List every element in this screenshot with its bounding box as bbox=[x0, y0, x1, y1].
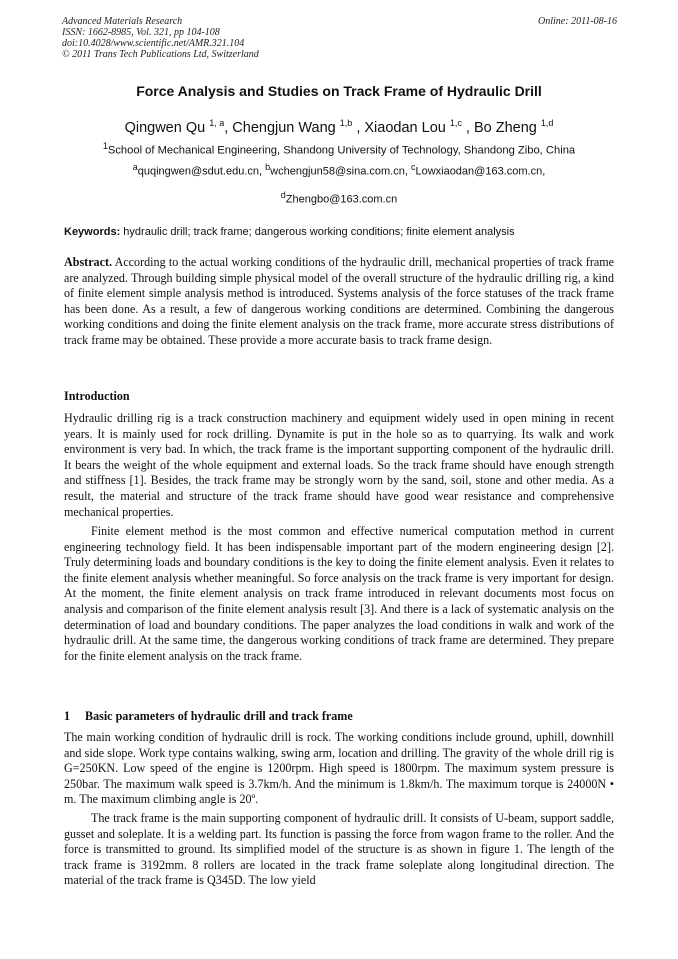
journal-issn: ISSN: 1662-8985, Vol. 321, pp 104-108 bbox=[62, 27, 220, 38]
email-line-2 bbox=[40, 188, 638, 207]
journal-doi: doi:10.4028/www.scientific.net/AMR.321.104 bbox=[62, 38, 245, 49]
author-affiliation-mark: 1,b bbox=[339, 118, 353, 128]
email-c: Lowxiaodan@163.com.cn, bbox=[415, 165, 546, 178]
abstract-label: Abstract. bbox=[64, 255, 113, 269]
author-separator: , bbox=[352, 119, 365, 136]
journal-copyright: © 2011 Trans Tech Publications Ltd, Switzerland bbox=[62, 49, 259, 60]
author-affiliation-mark: 1,d bbox=[540, 118, 554, 128]
keywords-label: Keywords: bbox=[64, 226, 121, 238]
author-name: Bo Zheng bbox=[473, 119, 537, 136]
author-affiliation-mark: 1, a bbox=[209, 118, 225, 128]
author-name: Chengjun Wang bbox=[232, 119, 336, 136]
email-line-1 bbox=[40, 160, 638, 179]
email-b: wchengjun58@sina.com.cn, bbox=[270, 165, 411, 178]
author-name: Xiaodan Lou bbox=[364, 119, 446, 136]
author-separator: , bbox=[461, 119, 474, 136]
section-number: 1 bbox=[64, 709, 71, 723]
author-name: Qingwen Qu bbox=[124, 119, 206, 136]
introduction-paragraph-2: Finite element method is the most common and effective numerical computation method in current engineering technology field. It has been indispensable important part of the modern engineering design [2]. Truly determining loads and boundary conditions is the key to doing the finite element analysis. Even it relates to the finite element analysis whether meaningful. So force analysis on the track frame is very important for design. At the moment, the finite element analysis on track frame introduced in relevant documents most focus on analysis and comparison of the finite element analysis result [3]. And there is a lack of systematic analysis on the determination of load and boundary conditions. The paper analyzes the load conditions in walk and work of the hydraulic drill. At the same time, the dangerous working conditions of track frame are determined. They prepare for the finite element analysis on the track frame. bbox=[64, 524, 614, 663]
affiliation-mark: 1 bbox=[102, 141, 108, 151]
affiliation bbox=[40, 139, 638, 158]
online-date: Online: 2011-08-16 bbox=[538, 16, 617, 27]
email-mark: c bbox=[410, 162, 416, 172]
keywords bbox=[64, 225, 624, 239]
author-list bbox=[40, 113, 638, 138]
email-mark: d bbox=[280, 190, 286, 200]
email-mark: a bbox=[132, 162, 138, 172]
journal-name: Advanced Materials Research bbox=[62, 16, 183, 27]
keywords-text: hydraulic drill; track frame; dangerous working conditions; finite element analysis bbox=[120, 226, 515, 238]
affiliation-text: School of Mechanical Engineering, Shandong University of Technology, Shandong Zibo, China bbox=[107, 144, 576, 157]
email-a: quqingwen@sdut.edu.cn, bbox=[137, 165, 266, 178]
section-1-heading bbox=[64, 709, 614, 724]
paper-title: Force Analysis and Studies on Track Frame of Hydraulic Drill bbox=[136, 83, 542, 99]
section-1-paragraph-1: The main working condition of hydraulic drill is rock. The working conditions include ground, uphill, downhill and side slope. Work type contains walking, swing arm, location and drilling. The gravity of the whole drill rig is G=250KN. Low speed of the engine is 1200rpm. High speed is 1800rpm. The maximum system pressure is 250bar. The maximum walk speed is 3.7km/h. And the minimum is 1.8km/h. The maximum torque is 24000N • m. The maximum climbing angle is 20º. bbox=[64, 730, 614, 807]
journal-header bbox=[62, 16, 617, 60]
introduction-heading: Introduction bbox=[64, 389, 130, 403]
author-separator: , bbox=[224, 119, 233, 136]
abstract bbox=[64, 255, 614, 349]
section-1-paragraph-2: The track frame is the main supporting component of hydraulic drill. It consists of U-beam, support saddle, gusset and soleplate. It is a welding part. Its function is passing the force from wagon frame to the roller. And the force is transmitted to ground. Its simplified model of the structure is as shown in figure 1. The length of the track frame is 3192mm. 8 rollers are located in the track frame soleplate along longitudinal direction. The material of the track frame is Q345D. The low yield bbox=[64, 811, 614, 888]
abstract-text: According to the actual working conditions of the hydraulic drill, mechanical properties of track frame are analyzed. Through building simple physical model of the overall structure of the hydraulic drilling rig, a kind of finite element simple analysis method is introduced. Systems analysis of the force statuses of the track frame has been done. As a result, a few of dangerous working conditions are determined. Combining the dangerous working conditions and doing the finite element analysis on the track frame, more accurate stress distributions of track frame may be obtained. These provide a more accurate basis to track frame design. bbox=[64, 255, 614, 347]
email-mark: b bbox=[265, 162, 271, 172]
email-d: Zhengbo@163.com.cn bbox=[285, 193, 398, 206]
section-title: Basic parameters of hydraulic drill and track frame bbox=[85, 709, 353, 723]
introduction-paragraph-1: Hydraulic drilling rig is a track construction machinery and equipment widely used in open mining in recent years. It is mainly used for rock drilling. Dynamite is put in the hole so as to quarrying. Its walk and work environment is very bad. In which, the track frame is the important supporting component of the hydraulic drill. It bears the weight of the whole equipment and external loads. So the track frame should have enough strength and stiffness [1]. Besides, the track frame may be strongly worn by the sand, soil, stone and other media. As a result, the material and structure of the track frame should have good wear resistance and comprehensive mechanical properties. bbox=[64, 411, 614, 519]
author-affiliation-mark: 1,c bbox=[449, 118, 462, 128]
